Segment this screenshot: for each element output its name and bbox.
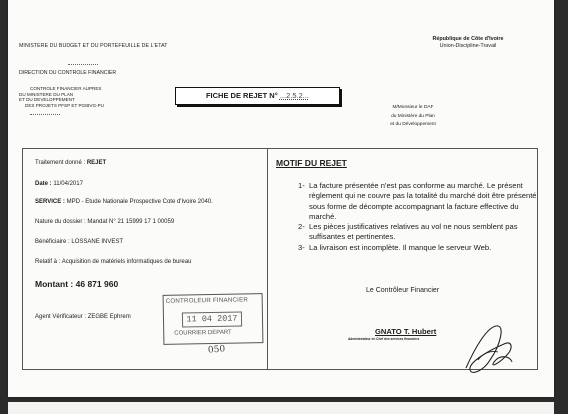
traitement-label: Traitement donné : (35, 160, 86, 166)
cf-address (19, 86, 104, 108)
montant-label: Montant : (35, 279, 74, 289)
nature-label: Nature du dossier : (35, 219, 86, 225)
montant-value: 46 871 960 (75, 279, 119, 289)
handwritten-signature (460, 320, 518, 380)
agent-label: Agent Vérificateur : (35, 314, 87, 320)
beneficiaire-label: Bénéficiaire : (35, 239, 70, 245)
service-value: MPD - Etude Nationale Prospective Cote d'Ivoire 2040. (66, 199, 213, 205)
handwritten-number: 050 (207, 344, 226, 356)
stamp-footer: COURRIER DEPART (174, 329, 232, 337)
stamp-title: CONTROLEUR FINANCIER (165, 296, 249, 305)
direction-name: DIRECTION DU CONTROLE FINANCIER (19, 70, 117, 76)
cf-line: CONTROLE FINANCIER AUPRES (30, 86, 102, 91)
fiche-number: ...2.5.2... (279, 91, 310, 100)
separator-dots (30, 114, 60, 115)
column-divider (267, 149, 268, 369)
motif-item-text: Les pièces justificatives relatives au vol ne nous semblent pas suffisantes et pertinentes. (309, 222, 518, 242)
agent-row (35, 314, 131, 320)
motif-item-number: 1- (298, 181, 305, 190)
recipient-line: M/Monsieur le DAF (392, 105, 434, 110)
document-page (8, 0, 554, 397)
ministry-name: MINISTERE DU BUDGET ET DU PORTEFEUILLE DE L'ETAT (19, 43, 168, 49)
motif-item (278, 222, 548, 243)
motif-item (278, 181, 548, 222)
motif-item-number: 3- (298, 242, 305, 252)
cf-line: DES PROJETS PFSP ET PGIBVG-PU (25, 102, 104, 108)
service-row (35, 199, 213, 205)
motif-item-text: La facture présentée n'est pas conforme au marché. Le présent règlement qui ne couvre pas la totalité du marché doit être présenté sous forme de décompte accompagnant la facture effective du marché. (309, 181, 537, 221)
service-label: SERVICE : (35, 199, 65, 205)
recipient-line: et du Développement (390, 122, 436, 127)
beneficiaire-row (35, 239, 123, 245)
motif-title: MOTIF DU REJET (276, 158, 347, 168)
relatif-label: Relatif à : (35, 259, 61, 265)
date-row (35, 181, 83, 187)
cf-line: ET DU DEVELOPPEMENT (19, 97, 75, 103)
recipient-line: du Ministère du Plan (391, 113, 435, 119)
recipient-block (368, 104, 458, 130)
controleur-title: Le Contrôleur Financier (366, 287, 440, 294)
beneficiaire-value: LOSSANE INVEST (71, 239, 124, 245)
relatif-row (35, 259, 191, 265)
traitement-row (35, 160, 106, 166)
date-value: 11/04/2017 (53, 181, 83, 187)
fiche-label: FICHE DE REJET N° (205, 91, 278, 100)
signer-role: Administrateur en Chef des services financiers (348, 337, 420, 341)
signer-name: GNATO T. Hubert (375, 327, 437, 336)
motif-item (278, 243, 548, 253)
republic-motto: Union-Discipline-Travail (439, 43, 497, 49)
motif-item-number: 2- (298, 222, 305, 232)
next-page-edge (8, 402, 554, 414)
agent-value: ZEGBE Ephrem (87, 314, 131, 320)
traitement-value: REJET (86, 160, 107, 166)
motif-item-text: La livraison est incomplète. Il manque le serveur Web. (309, 242, 492, 252)
motif-list (278, 181, 548, 253)
republic-header (398, 36, 538, 50)
republic-name: République de Côte d'Ivoire (432, 36, 504, 42)
controleur-stamp (163, 293, 264, 345)
nature-row (35, 219, 174, 225)
date-label: Date : (35, 181, 52, 187)
stamp-date: 11 04 2017 (182, 311, 242, 327)
fiche-title-box (175, 87, 340, 105)
nature-value: Mandat N° 21 15999 17 1 00059 (87, 219, 175, 225)
relatif-value: Acquisition de matériels informatiques de bureau (61, 259, 192, 265)
cf-line: DU MINISTERE DU PLAN (19, 91, 74, 97)
separator-dots (68, 64, 98, 65)
montant-row (35, 279, 118, 289)
